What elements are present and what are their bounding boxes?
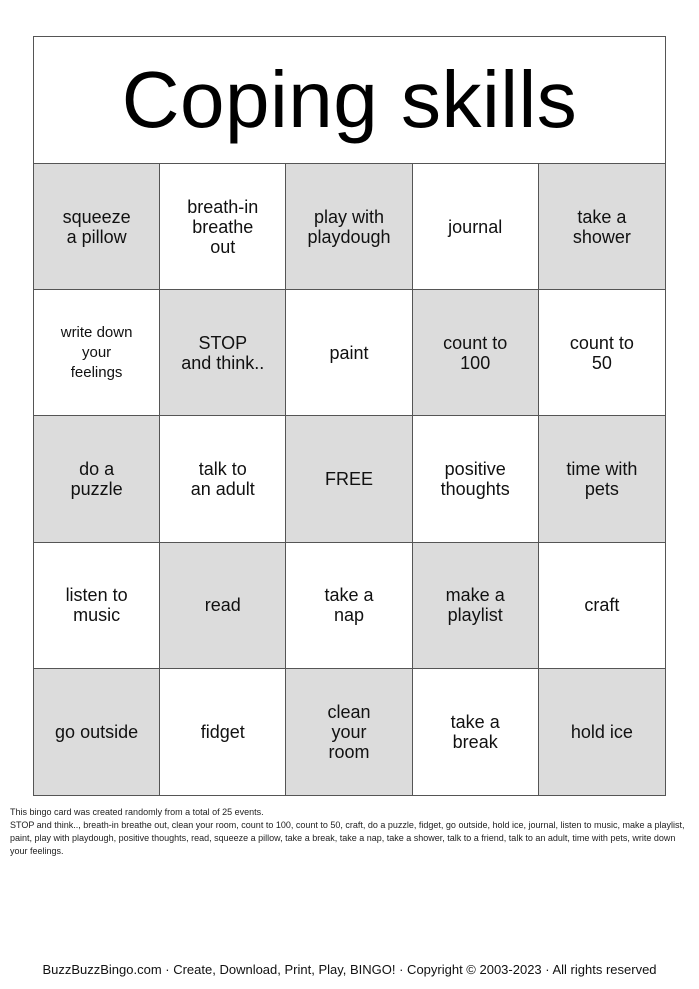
bingo-cell: craft — [539, 543, 665, 669]
bingo-cell: go outside — [34, 669, 160, 795]
bingo-grid — [34, 164, 665, 795]
bingo-cell: talk to an adult — [160, 416, 286, 542]
bingo-cell: write down your feelings — [34, 290, 160, 416]
bingo-cell: clean your room — [286, 669, 412, 795]
bingo-cell: positive thoughts — [413, 416, 539, 542]
bingo-cell: take a nap — [286, 543, 412, 669]
bingo-cell: journal — [413, 164, 539, 290]
notes-summary: This bingo card was created randomly from a total of 25 events. — [10, 807, 264, 817]
bingo-cell: play with playdough — [286, 164, 412, 290]
bingo-cell: do a puzzle — [34, 416, 160, 542]
card-notes — [10, 806, 686, 858]
bingo-cell: take a break — [413, 669, 539, 795]
bingo-cell: fidget — [160, 669, 286, 795]
bingo-cell: STOP and think.. — [160, 290, 286, 416]
notes-event-list: STOP and think.., breath-in breathe out, clean your room, count to 100, count to 50, craft, do a puzzle, fidget, go outside, hold ice, journal, listen to music, make a playlist, paint, play with playdough, positive thoughts, read, squeeze a pillow, take a break, take a nap, take a shower, talk to a friend, talk to an adult, time with pets, write down your feelings. — [10, 820, 685, 856]
bingo-cell: take a shower — [539, 164, 665, 290]
bingo-cell: breath-in breathe out — [160, 164, 286, 290]
bingo-cell: count to 100 — [413, 290, 539, 416]
bingo-cell: time with pets — [539, 416, 665, 542]
site-footer: BuzzBuzzBingo.com · Create, Download, Print, Play, BINGO! · Copyright © 2003-2023 · All rights reserved — [42, 962, 657, 977]
bingo-cell: paint — [286, 290, 412, 416]
bingo-cell: FREE — [286, 416, 412, 542]
bingo-cell: listen to music — [34, 543, 160, 669]
bingo-card — [33, 36, 666, 796]
bingo-cell: make a playlist — [413, 543, 539, 669]
bingo-cell: hold ice — [539, 669, 665, 795]
bingo-cell: read — [160, 543, 286, 669]
bingo-cell: count to 50 — [539, 290, 665, 416]
card-title: Coping skills — [34, 37, 665, 164]
bingo-cell: squeeze a pillow — [34, 164, 160, 290]
